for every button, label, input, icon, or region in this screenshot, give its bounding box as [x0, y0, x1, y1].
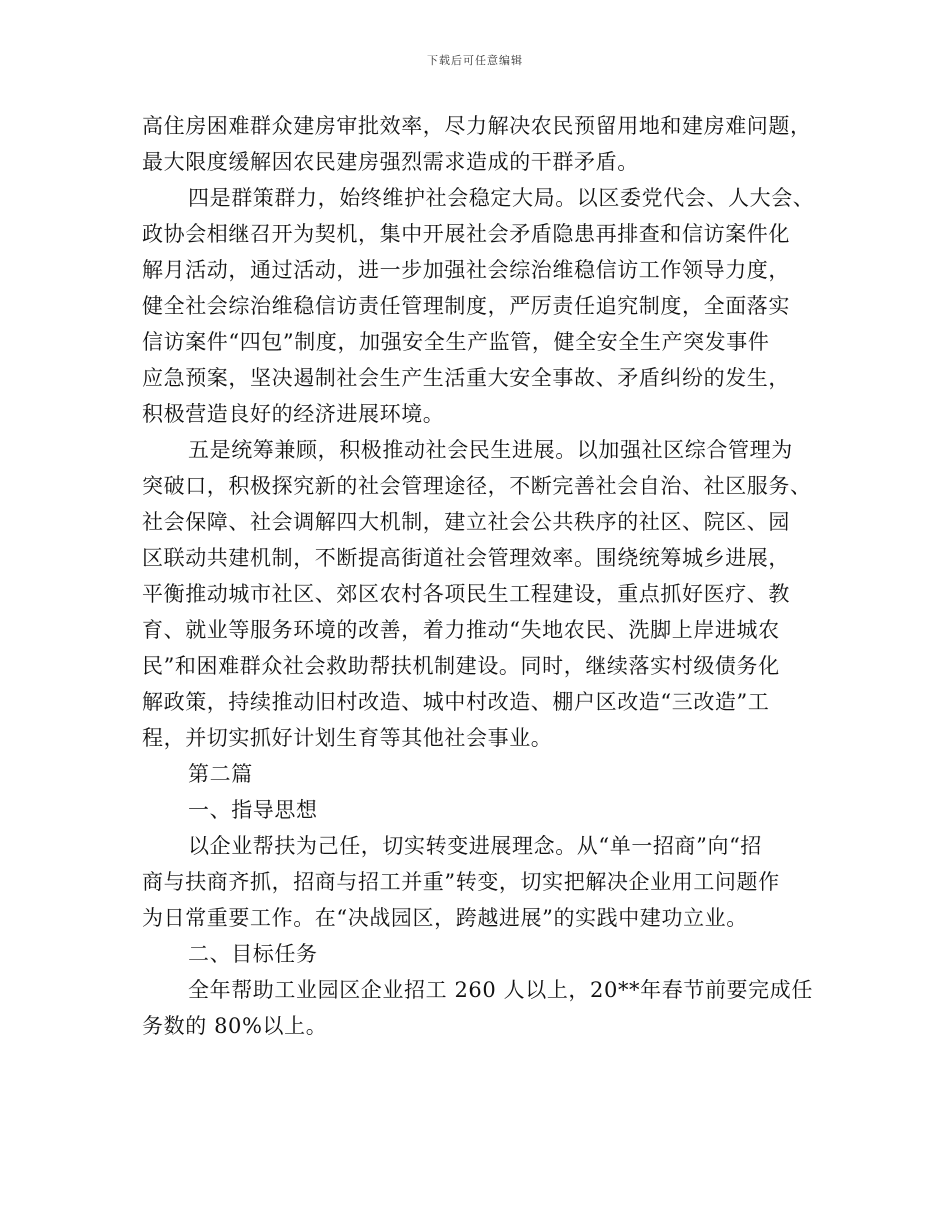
text-line: 平衡推动城市社区、郊区农村各项民生工程建设，重点抓好医疗、教 — [142, 582, 790, 606]
text-line: 积极营造良好的经济进展环境。 — [142, 402, 445, 426]
text-line: 务数的 80%以上。 — [142, 1014, 328, 1038]
paragraph-start-line: 五是统筹兼顾，积极推动社会民生进展。以加强社区综合管理为 — [188, 438, 793, 462]
text-line: 突破口，积极探究新的社会管理途径，不断完善社会自治、社区服务、 — [142, 474, 812, 498]
text-line: 应急预案，坚决遏制社会生产生活重大安全事故、矛盾纠纷的发生， — [142, 366, 790, 390]
text-line: 最大限度缓解因农民建房强烈需求造成的干群矛盾。 — [142, 150, 639, 174]
paragraph-start-line: 以企业帮扶为己任，切实转变进展理念。从“单一招商”向“招 — [188, 834, 763, 858]
text-line: 解政策，持续推动旧村改造、城中村改造、棚户区改造“三改造”工 — [142, 690, 770, 714]
text-line: 高住房困难群众建房审批效率，尽力解决农民预留用地和建房难问题， — [142, 114, 812, 138]
text-line: 社会保障、社会调解四大机制，建立社会公共秩序的社区、院区、园 — [142, 510, 790, 534]
document-body — [142, 108, 822, 1044]
text-line: 程，并切实抓好计划生育等其他社会事业。 — [142, 726, 553, 750]
text-line: 民”和困难群众社会救助帮扶机制建设。同时，继续落实村级债务化 — [142, 654, 780, 678]
paragraph-start-line: 四是群策群力，始终维护社会稳定大局。以区委党代会、人大会、 — [188, 186, 815, 210]
text-line: 区联动共建机制，不断提高街道社会管理效率。围绕统筹城乡进展， — [142, 546, 790, 570]
page-header-note: 下载后可任意编辑 — [427, 54, 523, 67]
section-heading: 第二篇 — [188, 762, 253, 786]
text-line: 健全社会综治维稳信访责任管理制度，严厉责任追究制度，全面落实 — [142, 294, 790, 318]
text-line: 信访案件“四包”制度，加强安全生产监管，健全安全生产突发事件 — [142, 330, 770, 354]
text-line: 商与扶商齐抓，招商与招工并重”转变，切实把解决企业用工问题作 — [142, 870, 780, 894]
text-line: 为日常重要工作。在“决战园区，跨越进展”的实践中建功立业。 — [142, 906, 748, 930]
paragraph-start-line: 全年帮助工业园区企业招工 260 人以上，20**年春节前要完成任 — [188, 978, 813, 1002]
subsection-heading: 二、目标任务 — [188, 942, 318, 966]
text-line: 育、就业等服务环境的改善，着力推动“失地农民、洗脚上岸进城农 — [142, 618, 780, 642]
subsection-heading: 一、指导思想 — [188, 798, 318, 822]
text-line: 政协会相继召开为契机，集中开展社会矛盾隐患再排查和信访案件化 — [142, 222, 790, 246]
text-line: 解月活动，通过活动，进一步加强社会综治维稳信访工作领导力度， — [142, 258, 790, 282]
